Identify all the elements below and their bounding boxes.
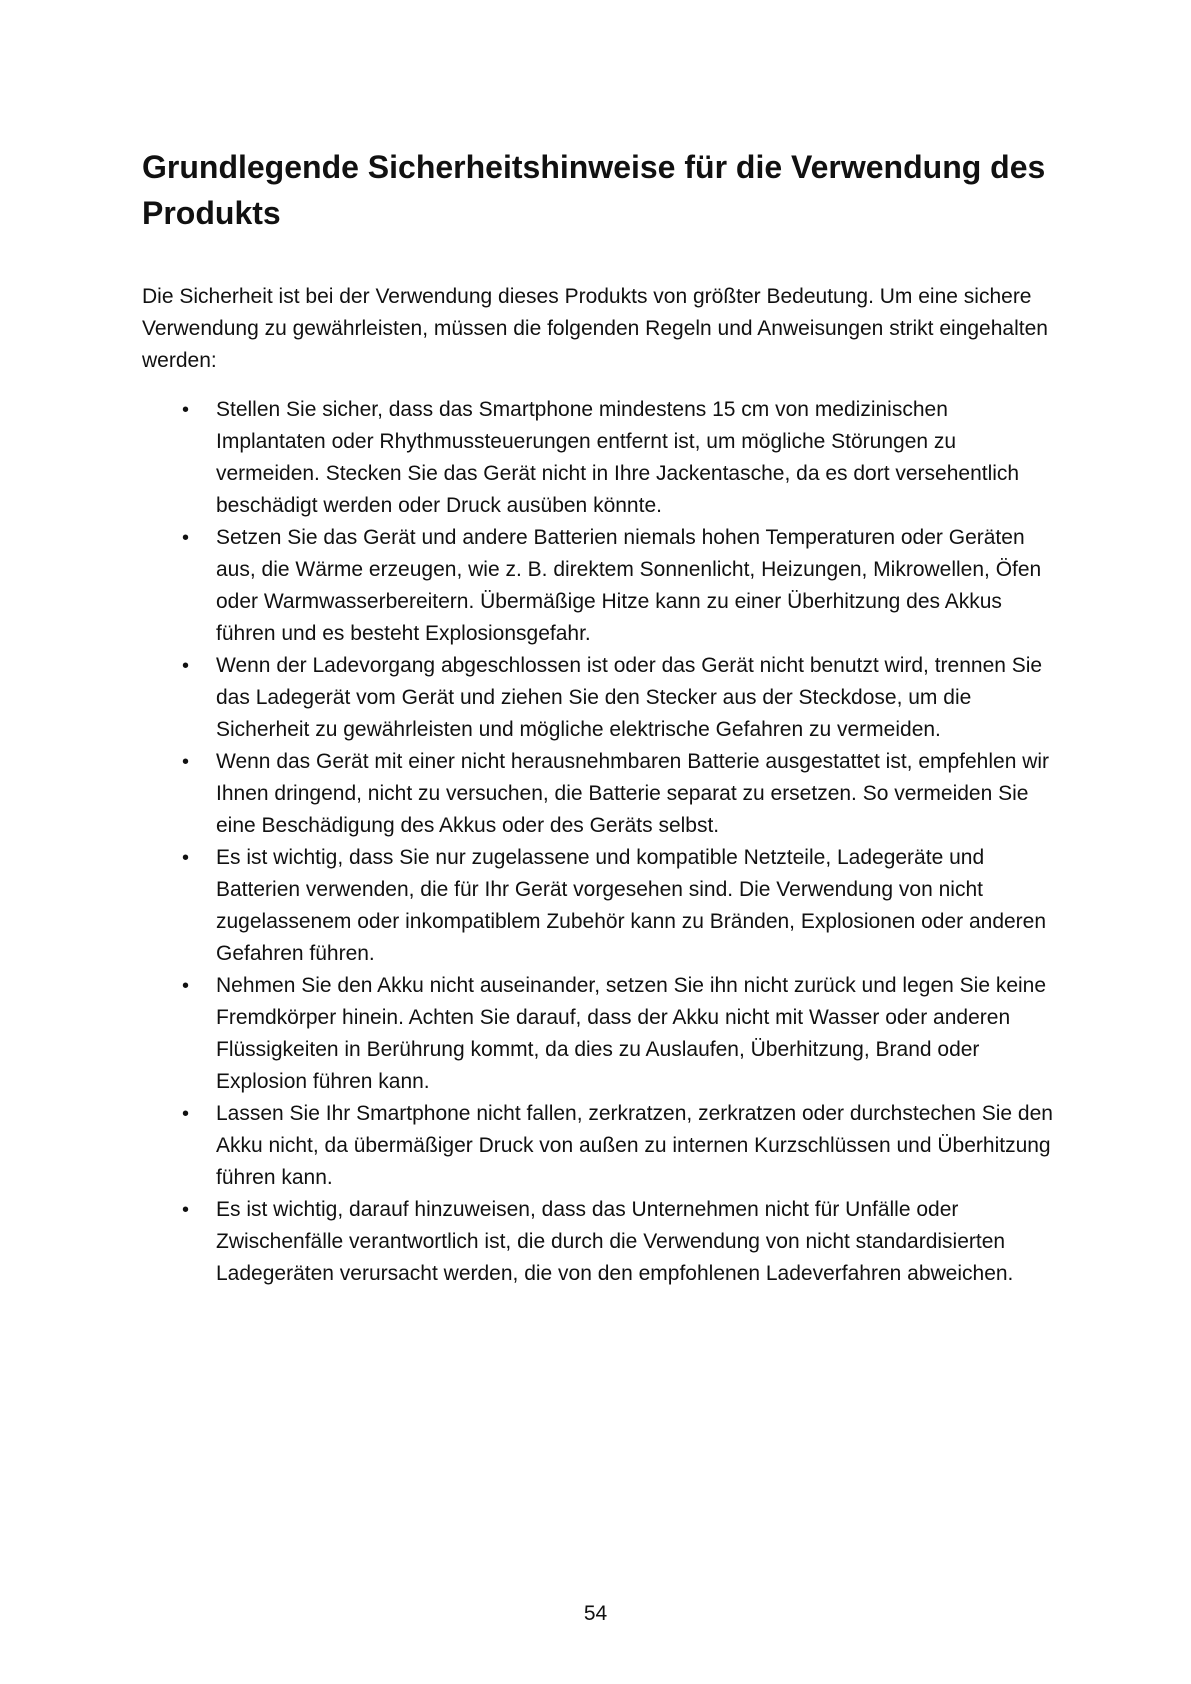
safety-instructions-list <box>142 394 1062 1290</box>
bullet-icon: • <box>182 655 190 677</box>
intro-paragraph: Die Sicherheit ist bei der Verwendung dieses Produkts von größter Bedeutung. Um eine sichere Verwendung zu gewährleisten, müssen die folgenden Regeln und Anweisungen strikt eingehalten werden: <box>142 285 1048 372</box>
list-item-text: Setzen Sie das Gerät und andere Batterien niemals hohen Temperaturen oder Geräten aus, die Wärme erzeugen, wie z. B. direktem Sonnenlicht, Heizungen, Mikrowellen, Öfen oder Warmwasserbereitern. Übermäßige Hitze kann zu einer Überhitzung des Akkus führen und es besteht Explosionsgefahr. <box>216 526 1042 645</box>
list-item-text: Wenn das Gerät mit einer nicht herausnehmbaren Batterie ausgestattet ist, empfehlen wir Ihnen dringend, nicht zu versuchen, die Batterie separat zu ersetzen. So vermeiden Sie eine Beschädigung des Akkus oder des Geräts selbst. <box>216 750 1050 837</box>
bullet-icon: • <box>182 975 190 997</box>
bullet-icon: • <box>182 847 190 869</box>
list-item-text: Es ist wichtig, darauf hinzuweisen, dass das Unternehmen nicht für Unfälle oder Zwischenfälle verantwortlich ist, die durch die Verwendung von nicht standardisierten Ladegeräten verursacht werden, die von den empfohlenen Ladeverfahren abweichen. <box>216 1198 1014 1285</box>
list-item <box>142 1098 1062 1194</box>
bullet-icon: • <box>182 1103 190 1125</box>
page-number: 54 <box>583 1602 608 1625</box>
list-item <box>142 746 1062 842</box>
list-item <box>142 522 1062 650</box>
bullet-icon: • <box>182 751 190 773</box>
list-item-text: Wenn der Ladevorgang abgeschlossen ist oder das Gerät nicht benutzt wird, trennen Sie das Ladegerät vom Gerät und ziehen Sie den Stecker aus der Steckdose, um die Sicherheit zu gewährleisten und mögliche elektrische Gefahren zu vermeiden. <box>216 654 1043 741</box>
list-item <box>142 394 1062 522</box>
list-item-text: Es ist wichtig, dass Sie nur zugelassene und kompatible Netzteile, Ladegeräte und Batterien verwenden, die für Ihr Gerät vorgesehen sind. Die Verwendung von nicht zugelassenem oder inkompatiblem Zubehör kann zu Bränden, Explosionen oder anderen Gefahren führen. <box>216 846 1047 965</box>
bullet-icon: • <box>182 399 190 421</box>
list-item <box>142 650 1062 746</box>
list-item-text: Stellen Sie sicher, dass das Smartphone mindestens 15 cm von medizinischen Implantaten oder Rhythmussteuerungen entfernt ist, um mögliche Störungen zu vermeiden. Stecken Sie das Gerät nicht in Ihre Jackentasche, da es dort versehentlich beschädigt werden oder Druck ausüben könnte. <box>216 398 1020 517</box>
list-item <box>142 970 1062 1098</box>
list-item <box>142 842 1062 970</box>
list-item-text: Nehmen Sie den Akku nicht auseinander, setzen Sie ihn nicht zurück und legen Sie keine Fremdkörper hinein. Achten Sie darauf, dass der Akku nicht mit Wasser oder anderen Flüssigkeiten in Berührung kommt, da dies zu Auslaufen, Überhitzung, Brand oder Explosion führen kann. <box>216 974 1047 1093</box>
page-title: Grundlegende Sicherheitshinweise für die Verwendung des Produkts <box>142 149 1046 231</box>
list-item <box>142 1194 1062 1290</box>
list-item-text: Lassen Sie Ihr Smartphone nicht fallen, zerkratzen, zerkratzen oder durchstechen Sie den Akku nicht, da übermäßiger Druck von außen zu internen Kurzschlüssen und Überhitzung führen kann. <box>216 1102 1053 1189</box>
bullet-icon: • <box>182 1199 190 1221</box>
bullet-icon: • <box>182 527 190 549</box>
